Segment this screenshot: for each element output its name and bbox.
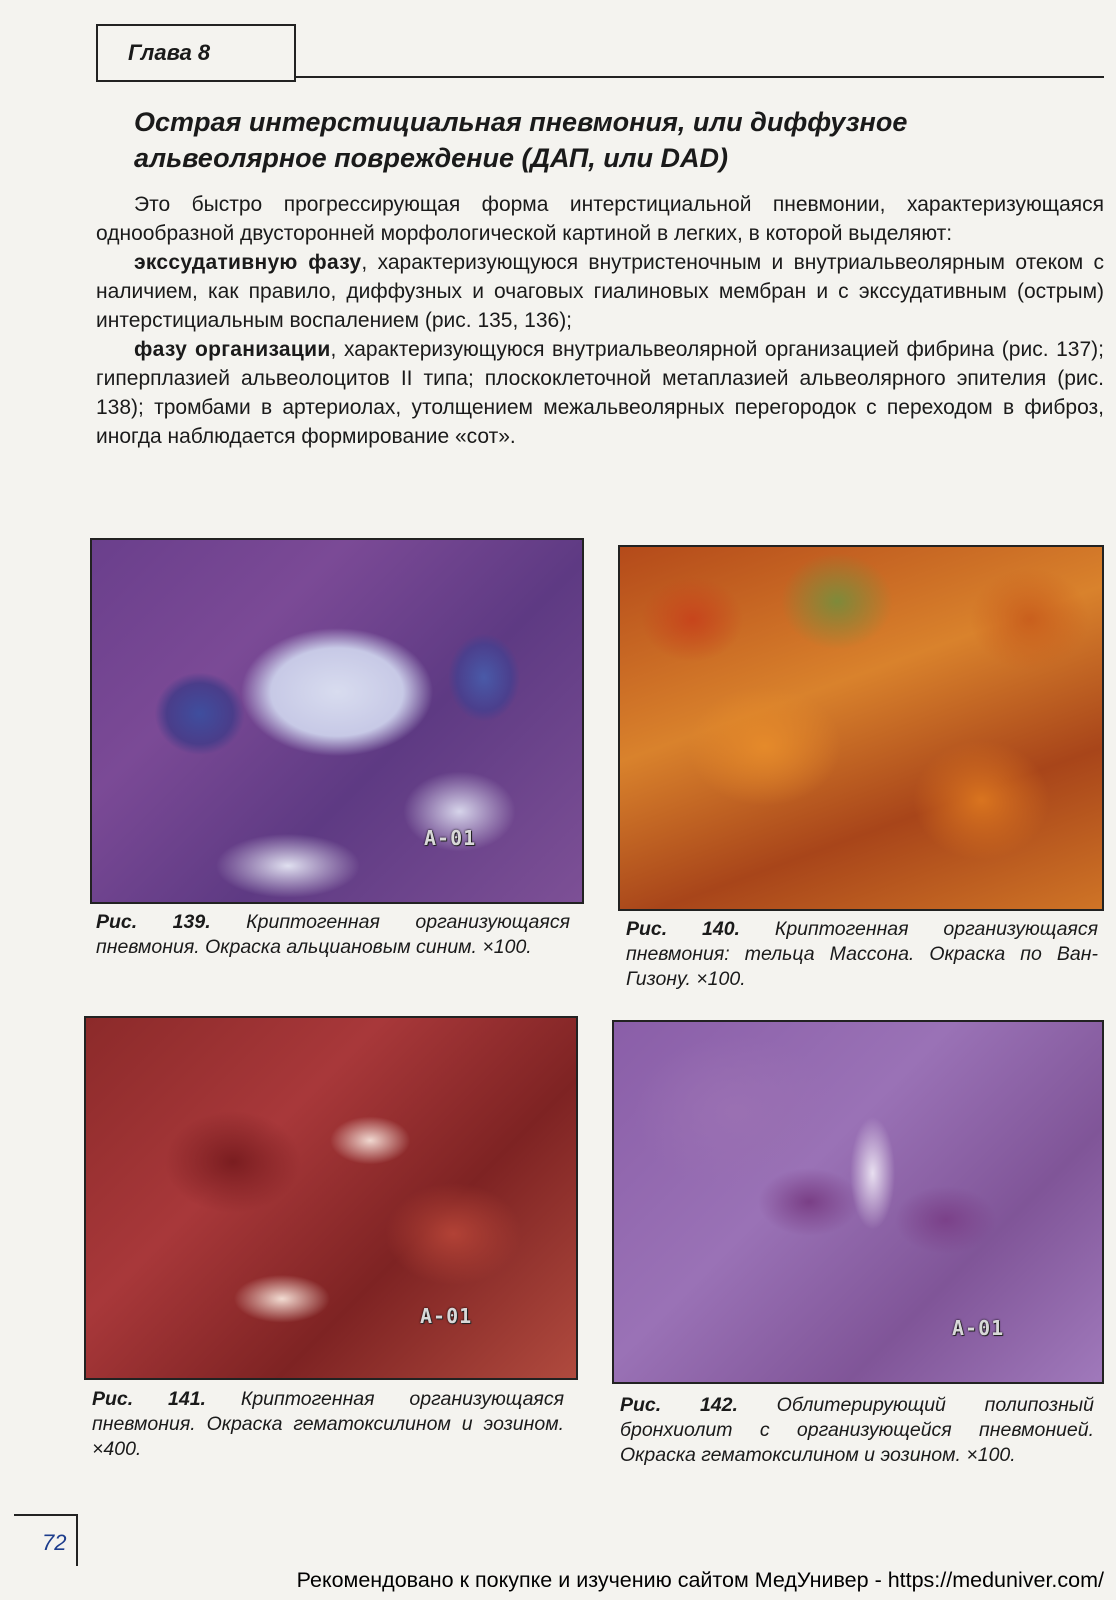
figure-140-caption — [626, 917, 1098, 992]
exudative-phase-term: экссудативную фазу — [134, 251, 362, 274]
chapter-label: Глава 8 — [128, 40, 211, 65]
figure-141-micrograph — [84, 1016, 578, 1380]
figure-139-label: Рис. 139. — [96, 911, 211, 933]
figure-139-caption-text: Криптогенная организующаяся пневмония. Окраска альциановым синим. ×100. — [96, 911, 570, 958]
figure-142-label: Рис. 142. — [620, 1394, 738, 1416]
figure-141-marker: A-01 — [420, 1304, 473, 1328]
figure-140-caption-text: Криптогенная организующаяся пневмония: тельца Массона. Окраска по Ван-Гизону. ×100. — [626, 918, 1098, 990]
page-number-box — [14, 1514, 78, 1566]
chapter-box — [96, 24, 296, 82]
exudative-phase-paragraph — [96, 248, 1104, 335]
body-text — [96, 190, 1104, 451]
figure-139-caption — [96, 910, 570, 960]
figure-140-micrograph — [618, 545, 1104, 911]
chapter-rule — [294, 76, 1104, 78]
figure-142-marker: A-01 — [952, 1316, 1005, 1340]
figure-142-micrograph — [612, 1020, 1104, 1384]
figure-139-marker: A-01 — [424, 826, 477, 850]
page-number: 72 — [42, 1530, 67, 1555]
exudative-phase-text: , характеризующуюся внутристеночным и внутриальвеолярным отеком с наличием, как правило, диффузных и очаговых гиалиновых мембран и с экссудативным (острым) интерстициальным воспалением (рис. 135, 136); — [96, 251, 1104, 332]
figure-141-label: Рис. 141. — [92, 1388, 206, 1410]
section-heading — [134, 104, 1084, 176]
section-heading-line1: Острая интерстициальная пневмония, или диффузное — [134, 107, 908, 137]
organization-phase-term: фазу организации — [134, 338, 331, 361]
section-heading-line2: альвеолярное повреждение (ДАП, или DAD) — [134, 143, 729, 173]
figure-140-label: Рис. 140. — [626, 918, 740, 940]
organization-phase-paragraph — [96, 335, 1104, 451]
figure-141-caption-text: Криптогенная организующаяся пневмония. Окраска гематоксилином и эозином. ×400. — [92, 1388, 564, 1460]
figure-142-caption-text: Облитерирующий полипозный бронхиолит с организующейся пневмонией. Окраска гематоксилином и эозином. ×100. — [620, 1394, 1094, 1466]
figure-142-caption — [620, 1393, 1094, 1468]
figure-139-micrograph — [90, 538, 584, 904]
figure-141-caption — [92, 1387, 564, 1462]
organization-phase-text: , характеризующуюся внутриальвеолярной организацией фибрина (рис. 137); гиперплазией альвеолоцитов II типа; плоскоклеточной метаплазией альвеолярного эпителия (рис. 138); тромбами в артериолах, утолщением межальвеолярных перегородок с переходом в фиброз, иногда наблюдается формирование «сот». — [96, 338, 1104, 448]
watermark-link[interactable]: Рекомендовано к покупке и изучению сайтом МедУнивер - https://meduniver.com/ — [296, 1568, 1104, 1592]
intro-paragraph: Это быстро прогрессирующая форма интерстициальной пневмонии, характеризующаяся однообразной двусторонней морфологической картиной в легких, в которой выделяют: — [96, 193, 1104, 245]
